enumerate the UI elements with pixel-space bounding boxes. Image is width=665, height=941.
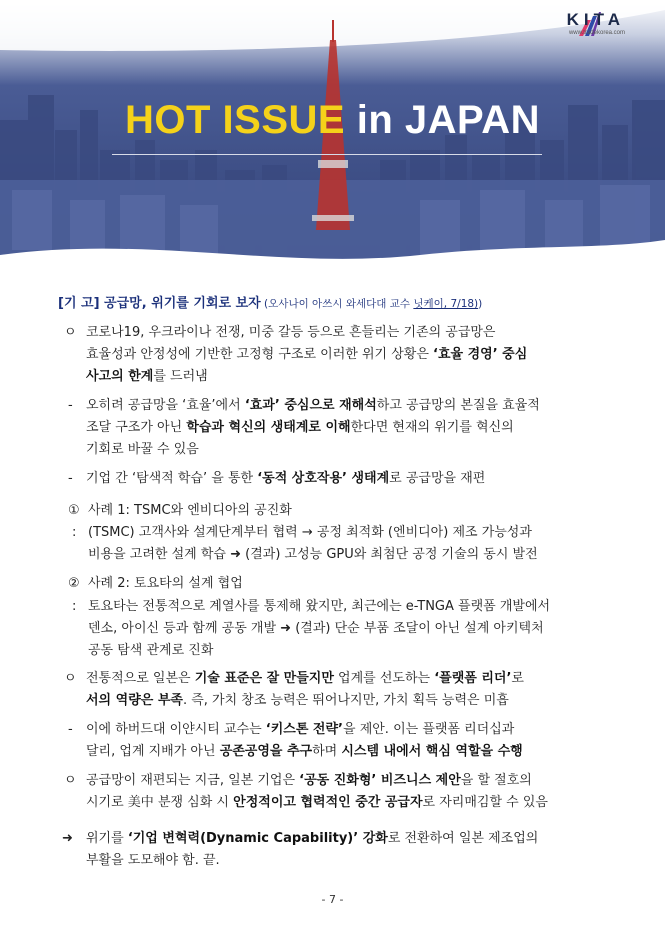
paragraph-line: 이에 하버드대 이얀시티 교수는 ‘키스톤 전략’을 제안. 이는 플랫폼 리더십과 bbox=[86, 722, 515, 737]
emphasis-text: ‘동적 상호작용’ 생태계 bbox=[257, 471, 390, 486]
paragraph-line: 공급망이 재편되는 지금, 일본 기업은 ‘공동 진화형’ 비즈니스 제안을 할 절호의 bbox=[86, 773, 532, 788]
paragraph bbox=[72, 522, 538, 566]
paragraph-line: 조달 구조가 아닌 학습과 혁신의 생태계로 이해한다면 현재의 위기를 혁신의 bbox=[86, 420, 514, 435]
article-title: 공급망, 위기를 기회로 보자 bbox=[99, 296, 261, 311]
emphasis-text: 서의 역량은 부족 bbox=[86, 693, 183, 708]
emphasis-text: ‘효율 경영’ 중심 bbox=[433, 347, 528, 362]
paragraph-marker: : bbox=[72, 599, 77, 614]
paragraph bbox=[64, 322, 528, 388]
paragraph bbox=[64, 770, 548, 814]
paragraph-line: 기회로 바꿀 수 있음 bbox=[86, 442, 199, 457]
paragraph bbox=[72, 596, 551, 662]
paragraph-marker: ㅇ bbox=[64, 773, 77, 788]
paragraph-line: 효율성과 안정성에 기반한 고정형 구조로 이러한 위기 상황은 ‘효율 경영’ 중심 bbox=[86, 347, 528, 362]
paragraph-marker: : bbox=[72, 525, 77, 540]
paragraph-line: 서의 역량은 부족. 즉, 가치 창조 능력은 뛰어나지만, 가치 획득 능력은 미흡 bbox=[86, 693, 509, 708]
emphasis-text: ‘효과’ 중심으로 재해석 bbox=[244, 398, 377, 413]
title-underline bbox=[112, 154, 542, 155]
paragraph-marker: ➜ bbox=[62, 831, 73, 846]
paragraph-marker: ② bbox=[68, 576, 80, 591]
logo-url: www.tradekorea.com bbox=[568, 30, 625, 36]
emphasis-text: 사고의 한계 bbox=[86, 369, 154, 384]
paragraph-line: 오히려 공급망을 ‘효율’에서 ‘효과’ 중심으로 재해석하고 공급망의 본질을 효율적 bbox=[86, 398, 540, 413]
paragraph-marker: - bbox=[68, 722, 73, 737]
paragraph bbox=[68, 500, 292, 522]
emphasis-text: 기술 표준은 잘 만들지만 bbox=[194, 671, 334, 686]
paragraph-line: 공동 탐색 관계로 진화 bbox=[88, 643, 214, 658]
paragraph-marker: ① bbox=[68, 503, 80, 518]
emphasis-text: ‘기업 변혁력(Dynamic Capability)’ 강화 bbox=[127, 831, 388, 846]
article-source: 닛케이, 7/18) bbox=[413, 298, 479, 310]
banner-title bbox=[0, 98, 665, 143]
emphasis-text: ‘키스톤 전략’ bbox=[265, 722, 343, 737]
emphasis-text: 안정적이고 협력적인 중간 공급자 bbox=[233, 795, 423, 810]
emphasis-text: 공존공영을 추구 bbox=[219, 744, 313, 759]
paragraph-line: 코로나19, 우크라이나 전쟁, 미중 갈등 등으로 흔들리는 기존의 공급망은 bbox=[86, 325, 496, 340]
logo-text: KITA bbox=[566, 10, 625, 29]
paragraph bbox=[68, 719, 523, 763]
paragraph-line: 비용을 고려한 설계 학습 ➜ (결과) 고성능 GPU와 최첨단 공정 기술의 동시 발전 bbox=[88, 547, 538, 562]
page-number: - 7 - bbox=[321, 893, 344, 906]
paragraph-line: 사례 2: 토요타의 설계 협업 bbox=[88, 576, 243, 591]
banner-title-japan: in JAPAN bbox=[345, 98, 540, 142]
banner-title-hot-issue: HOT ISSUE bbox=[125, 98, 346, 142]
emphasis-text: ‘플랫폼 리더’ bbox=[434, 671, 512, 686]
article-source-close: ) bbox=[478, 298, 483, 310]
paragraph-line: 시기로 美中 분쟁 심화 시 안정적이고 협력적인 중간 공급자로 자리매김할 수 있음 bbox=[86, 795, 548, 810]
paragraph bbox=[64, 668, 524, 712]
header-banner bbox=[0, 0, 665, 285]
paragraph bbox=[62, 828, 539, 872]
paragraph-line: 전통적으로 일본은 기술 표준은 잘 만들지만 업계를 선도하는 ‘플랫폼 리더’로 bbox=[86, 671, 524, 686]
paragraph-marker: ㅇ bbox=[64, 671, 77, 686]
paragraph-line: (TSMC) 고객사와 설계단계부터 협력 → 공정 최적화 (엔비디아) 제조 가능성과 bbox=[88, 525, 532, 540]
article-heading bbox=[58, 292, 482, 311]
paragraph-line: 위기를 ‘기업 변혁력(Dynamic Capability)’ 강화로 전환하여 일본 제조업의 bbox=[86, 831, 539, 846]
paragraph-marker: - bbox=[68, 471, 73, 486]
paragraph-line: 사고의 한계를 드러냄 bbox=[86, 369, 208, 384]
paragraph-marker: - bbox=[68, 398, 73, 413]
paragraph-line: 부활을 도모해야 함. 끝. bbox=[86, 853, 220, 868]
paragraph-line: 달리, 업계 지배가 아닌 공존공영을 추구하며 시스템 내에서 핵심 역할을 수행 bbox=[86, 744, 523, 759]
kita-logo bbox=[567, 10, 625, 36]
paragraph bbox=[68, 573, 243, 595]
emphasis-text: 시스템 내에서 핵심 역할을 수행 bbox=[341, 744, 523, 759]
paragraph bbox=[68, 395, 540, 461]
article-label: [기 고] bbox=[58, 296, 100, 311]
paragraph-line: 사례 1: TSMC와 엔비디아의 공진화 bbox=[88, 503, 292, 518]
paragraph bbox=[68, 468, 486, 490]
emphasis-text: ‘공동 진화형’ 비즈니스 제안 bbox=[299, 773, 461, 788]
emphasis-text: 학습과 혁신의 생태계로 이해 bbox=[186, 420, 351, 435]
article-author: (오사나이 아쓰시 와세다대 교수 bbox=[260, 298, 414, 310]
paragraph-line: 덴소, 아이신 등과 함께 공동 개발 ➜ (결과) 단순 부품 조달이 아닌 설계 아키텍처 bbox=[88, 621, 544, 636]
paragraph-line: 기업 간 ‘탐색적 학습’ 을 통한 ‘동적 상호작용’ 생태계로 공급망을 재편 bbox=[86, 471, 486, 486]
paragraph-marker: ㅇ bbox=[64, 325, 77, 340]
paragraph-line: 토요타는 전통적으로 계열사를 통제해 왔지만, 최근에는 e-TNGA 플랫폼 개발에서 bbox=[88, 599, 551, 614]
